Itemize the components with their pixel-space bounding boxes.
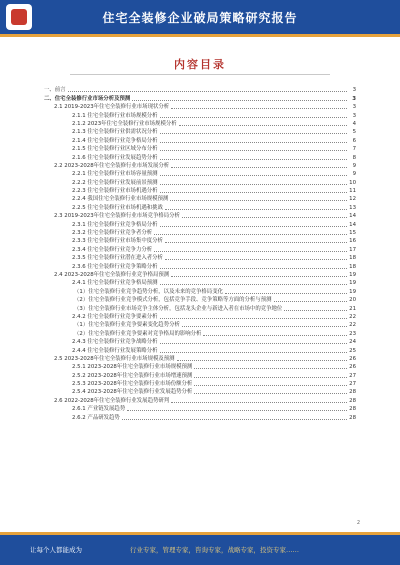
- toc-entry[interactable]: [44, 321, 356, 329]
- toc-entry[interactable]: [44, 111, 356, 119]
- toc-leader-dots: [160, 184, 347, 185]
- toc-entry-title: 2.2.4 我国住宅全装修行业市场规模预测: [72, 196, 169, 203]
- toc-heading: 内容目录: [174, 58, 226, 71]
- toc-entry-page: 22: [349, 313, 356, 320]
- toc-entry-title: 2.1.2 2023年住宅全装修行业市场规模分析: [72, 120, 177, 127]
- toc-entry-title: 2.3 2019-2023年住宅全装修行业市场竞争格局分析: [54, 213, 180, 220]
- toc-entry[interactable]: [44, 371, 356, 379]
- toc-entry-page: 6: [352, 137, 356, 144]
- toc-entry[interactable]: [44, 279, 356, 287]
- toc-leader-dots: [154, 251, 347, 252]
- toc-entry[interactable]: [44, 128, 356, 136]
- toc-entry[interactable]: [44, 338, 356, 346]
- toc-entry-page: 3: [352, 104, 356, 111]
- toc-entry[interactable]: [44, 237, 356, 245]
- toc-entry[interactable]: [44, 380, 356, 388]
- toc-entry-title: 2.4 2023-2028年住宅全装修行业竞争格局预测: [54, 271, 170, 278]
- toc-entry[interactable]: [44, 136, 356, 144]
- toc-leader-dots: [132, 100, 347, 101]
- toc-entry-title: （3）住宅全装修行业市场竞争主体分析，包括龙头企业与新进入者在市场中的竞争地位: [74, 305, 283, 312]
- toc-entry-title: 2.2 2023-2028年住宅全装修行业市场发展分析: [54, 162, 170, 169]
- toc-leader-dots: [122, 419, 347, 420]
- toc-entry-page: 27: [349, 372, 356, 379]
- toc-entry[interactable]: [44, 396, 356, 404]
- toc-entry[interactable]: [44, 346, 356, 354]
- toc-entry-page: 14: [349, 221, 356, 228]
- toc-entry-title: 2.3.6 住宅全装修行业竞争策略分析: [72, 263, 158, 270]
- toc-entry-title: 2.5 2023-2028年住宅全装修行业市场规模及预测: [54, 355, 175, 362]
- toc-entry[interactable]: [44, 103, 356, 111]
- toc-entry-title: 二、住宅全装修行业市场分析及预测: [44, 95, 131, 102]
- toc-entry-title: 2.2.1 住宅全装修行业市场容量预测: [72, 171, 158, 178]
- toc-leader-dots: [160, 226, 347, 227]
- toc-entry-title: 2.1.1 住宅全装修行业市场规模分析: [72, 112, 158, 119]
- toc-leader-dots: [274, 301, 348, 302]
- toc-entry[interactable]: [44, 162, 356, 170]
- header-band: [0, 0, 400, 34]
- report-title: 住宅全装修企业破局策略研究报告: [102, 11, 298, 25]
- toc-entry-page: 28: [349, 414, 356, 421]
- toc-leader-dots: [170, 200, 347, 201]
- toc-entry-page: 11: [349, 188, 356, 195]
- toc-leader-dots: [182, 326, 347, 327]
- toc-entry-page: 3: [352, 87, 356, 94]
- toc-leader-dots: [171, 276, 347, 277]
- toc-entry-title: 2.5.1 2023-2028年住宅全装修行业市场规模预测: [72, 364, 193, 371]
- toc-entry-title: 2.1 2019-2023年住宅全装修行业市场现状分析: [54, 104, 170, 111]
- toc-entry-title: 2.6 2022-2028年住宅全装修行业发展趋势研判: [54, 397, 170, 404]
- toc-entry-page: 23: [349, 330, 356, 337]
- toc-entry-page: 5: [352, 129, 356, 136]
- toc-entry-title: 2.4.3 住宅全装修行业竞争战略分析: [72, 339, 158, 346]
- toc-leader-dots: [68, 91, 347, 92]
- toc-entry[interactable]: [44, 287, 356, 295]
- toc-entry[interactable]: [44, 271, 356, 279]
- toc-entry-page: 12: [349, 196, 356, 203]
- toc-entry[interactable]: [44, 245, 356, 253]
- toc-leader-dots: [171, 402, 347, 403]
- toc-entry-page: 17: [349, 246, 356, 253]
- toc-entry-title: （2）住宅全装修行业竞争要素对竞争格局的影响分析: [74, 330, 202, 337]
- toc-entry-title: 2.3.4 住宅全装修行业竞争力分析: [72, 246, 153, 253]
- toc-entry[interactable]: [44, 178, 356, 186]
- toc-entry-page: 28: [349, 389, 356, 396]
- toc-entry-page: 19: [349, 288, 356, 295]
- toc-entry[interactable]: [44, 388, 356, 396]
- toc-entry[interactable]: [44, 296, 356, 304]
- toc-entry[interactable]: [44, 145, 356, 153]
- toc-entry-title: 2.5.2 2023-2028年住宅全装修行业市场增速预测: [72, 372, 193, 379]
- toc-entry-title: 2.2.3 住宅全装修行业市场机遇分析: [72, 188, 158, 195]
- toc-entry-title: 2.1.5 住宅全装修行业区域分布分析: [72, 146, 158, 153]
- toc-leader-dots: [160, 117, 347, 118]
- toc-entry-page: 19: [349, 271, 356, 278]
- toc-entry-title: 2.1.4 住宅全装修行业竞争格局分析: [72, 137, 158, 144]
- toc-entry-title: 2.6.2 产品研发趋势: [72, 414, 120, 421]
- toc-leader-dots: [182, 217, 347, 218]
- toc-entry-title: 2.4.2 住宅全装修行业竞争要素分析: [72, 313, 158, 320]
- toc-entry-page: 7: [352, 146, 356, 153]
- toc-entry-page: 28: [349, 397, 356, 404]
- toc-entry-title: 2.1.3 住宅全装修行业供需状况分析: [72, 129, 158, 136]
- toc-divider: [70, 74, 330, 75]
- toc-entry[interactable]: [44, 153, 356, 161]
- toc-entry[interactable]: [44, 313, 356, 321]
- toc-leader-dots: [194, 393, 347, 394]
- toc-leader-dots: [177, 360, 347, 361]
- toc-entry[interactable]: [44, 363, 356, 371]
- toc-entry[interactable]: [44, 170, 356, 178]
- toc-entry-page: 20: [349, 297, 356, 304]
- toc-entry[interactable]: [44, 229, 356, 237]
- toc-leader-dots: [160, 142, 347, 143]
- footer-tagline: 行业专家，管理专家，咨询专家，战略专家，投资专家……: [130, 546, 299, 554]
- toc-leader-dots: [194, 368, 347, 369]
- toc-entry-title: 2.5.4 2023-2028年住宅全装修行业发展趋势分析: [72, 389, 193, 396]
- toc-entry-title: 2.3.1 住宅全装修行业竞争格局分析: [72, 221, 158, 228]
- toc-entry-title: （1）住宅全装修行业竞争要素变化趋势分析: [74, 322, 180, 329]
- toc-leader-dots: [160, 133, 347, 134]
- toc-entry-page: 9: [352, 162, 356, 169]
- toc-entry-page: 28: [349, 406, 356, 413]
- toc-entry-page: 24: [349, 339, 356, 346]
- table-of-contents: [44, 86, 356, 422]
- toc-entry-title: 2.4.1 住宅全装修行业竞争格局预测: [72, 280, 158, 287]
- toc-leader-dots: [160, 352, 347, 353]
- toc-entry-title: （1）住宅全装修行业竞争趋势分析，以及未来的竞争格局变化: [74, 288, 223, 295]
- toc-entry-title: 2.3.3 住宅全装修行业市场集中度分析: [72, 238, 163, 245]
- toc-entry-page: 14: [349, 213, 356, 220]
- toc-entry-title: 2.2.2 住宅全装修行业发展前景预测: [72, 179, 158, 186]
- toc-entry-title: 2.6.1 产业链发展趋势: [72, 406, 126, 413]
- toc-entry-title: 2.3.2 住宅全装修行业竞争者分析: [72, 230, 153, 237]
- toc-leader-dots: [165, 209, 347, 210]
- toc-entry[interactable]: [44, 220, 356, 228]
- toc-entry-page: 18: [349, 255, 356, 262]
- toc-entry-page: 19: [349, 280, 356, 287]
- toc-entry-page: 9: [352, 171, 356, 178]
- toc-leader-dots: [194, 385, 347, 386]
- toc-entry[interactable]: [44, 329, 356, 337]
- toc-entry[interactable]: [44, 262, 356, 270]
- toc-entry-page: 22: [349, 322, 356, 329]
- footer-slogan: 让每个人都能成为: [30, 546, 82, 554]
- toc-leader-dots: [203, 335, 347, 336]
- toc-leader-dots: [160, 343, 347, 344]
- toc-leader-dots: [160, 284, 347, 285]
- toc-entry[interactable]: [44, 405, 356, 413]
- toc-entry-title: （2）住宅全装修行业竞争模式分析，包括竞争手段、竞争策略等方面的分析与预测: [74, 297, 272, 304]
- toc-leader-dots: [165, 259, 347, 260]
- toc-entry[interactable]: [44, 254, 356, 262]
- toc-entry-title: 2.2.5 住宅全装修行业市场机遇和挑战: [72, 204, 163, 211]
- toc-leader-dots: [179, 125, 347, 126]
- toc-entry[interactable]: [44, 86, 356, 94]
- toc-entry[interactable]: [44, 355, 356, 363]
- toc-entry[interactable]: [44, 413, 356, 421]
- toc-entry-page: 18: [349, 263, 356, 270]
- footer-band: [0, 535, 400, 565]
- toc-leader-dots: [165, 242, 347, 243]
- toc-entry[interactable]: [44, 203, 356, 211]
- toc-entry-page: 3: [352, 95, 356, 102]
- toc-entry-page: 25: [349, 347, 356, 354]
- toc-leader-dots: [194, 377, 347, 378]
- toc-leader-dots: [160, 175, 347, 176]
- toc-leader-dots: [171, 108, 347, 109]
- toc-entry-title: 2.4.4 住宅全装修行业发展策略分析: [72, 347, 158, 354]
- toc-entry-title: 2.3.5 住宅全装修行业潜在进入者分析: [72, 255, 163, 262]
- toc-entry-page: 15: [349, 230, 356, 237]
- toc-leader-dots: [160, 318, 347, 319]
- toc-leader-dots: [127, 410, 347, 411]
- toc-leader-dots: [284, 310, 347, 311]
- toc-leader-dots: [160, 268, 347, 269]
- toc-entry-page: 16: [349, 238, 356, 245]
- toc-entry-title: 2.1.6 住宅全装修行业发展趋势分析: [72, 154, 158, 161]
- toc-leader-dots: [154, 234, 347, 235]
- toc-entry[interactable]: [44, 212, 356, 220]
- toc-entry[interactable]: [44, 195, 356, 203]
- toc-entry[interactable]: [44, 120, 356, 128]
- toc-entry-page: 26: [349, 355, 356, 362]
- toc-entry-page: 4: [352, 120, 356, 127]
- toc-leader-dots: [160, 150, 347, 151]
- toc-entry[interactable]: [44, 304, 356, 312]
- toc-leader-dots: [225, 293, 347, 294]
- toc-leader-dots: [160, 192, 347, 193]
- toc-entry[interactable]: [44, 94, 356, 102]
- toc-entry-title: 2.5.3 2023-2028年住宅全装修行业市场份额分析: [72, 381, 193, 388]
- toc-entry-title: 一、前言: [44, 87, 66, 94]
- toc-leader-dots: [160, 159, 347, 160]
- toc-entry[interactable]: [44, 187, 356, 195]
- toc-entry-page: 8: [352, 154, 356, 161]
- toc-entry-page: 27: [349, 381, 356, 388]
- toc-entry-page: 13: [349, 204, 356, 211]
- toc-entry-page: 26: [349, 364, 356, 371]
- toc-entry-page: 10: [349, 179, 356, 186]
- toc-entry-page: 21: [349, 305, 356, 312]
- toc-leader-dots: [171, 167, 347, 168]
- page-number: 2: [356, 520, 360, 526]
- toc-entry-page: 3: [352, 112, 356, 119]
